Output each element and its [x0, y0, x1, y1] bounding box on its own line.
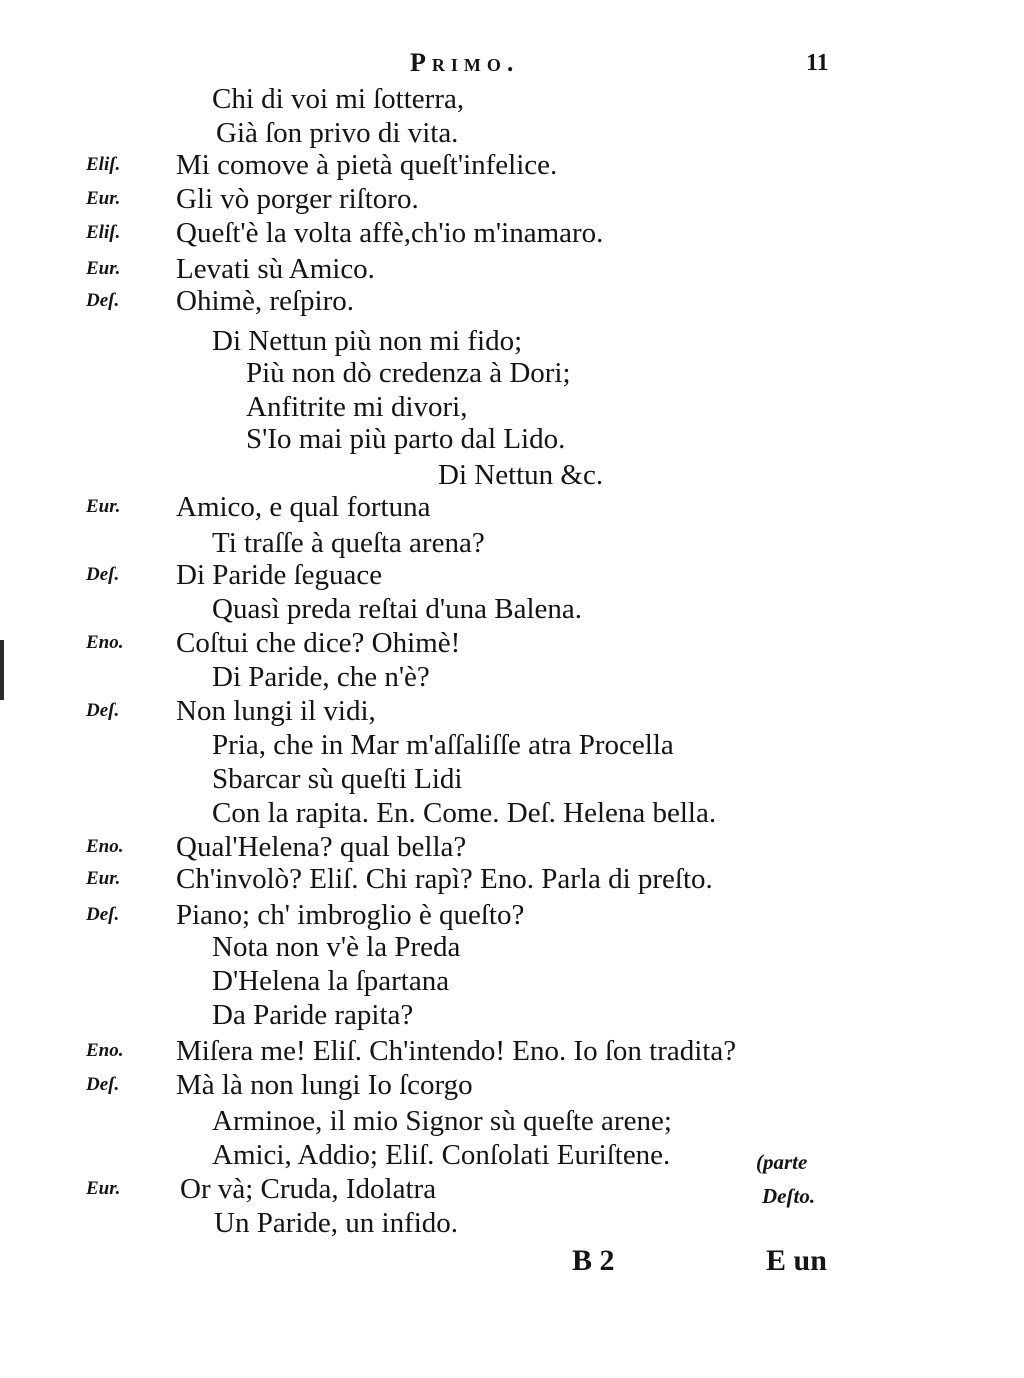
- verse-text: Miſera me! Eliſ. Ch'intendo! Eno. Io ſon tradita?: [176, 1035, 737, 1067]
- text-line: [0, 592, 1024, 626]
- stage-direction-parte: (parte: [756, 1150, 808, 1174]
- speaker-label: Eur.: [86, 496, 121, 517]
- verse-text: Piano; ch' imbroglio è queſto?: [176, 899, 525, 931]
- verse-text: Di Nettun &c.: [438, 459, 604, 491]
- verse-text: Gli vò porger riſtoro.: [176, 183, 419, 215]
- text-line: [0, 356, 1024, 390]
- verse-text: Chi di voi mi ſotterra,: [212, 83, 465, 115]
- text-line: [0, 458, 1024, 492]
- page-edge-mark: [0, 640, 4, 700]
- text-line: [0, 762, 1024, 796]
- verse-text: Ti traſſe à queſta arena?: [212, 527, 485, 559]
- text-line: [0, 830, 1024, 864]
- text-line: [0, 930, 1024, 964]
- speaker-label: Eur.: [86, 188, 121, 209]
- speaker-label: Eur.: [86, 258, 121, 279]
- text-line: [0, 324, 1024, 358]
- verse-text: Di Paride ſeguace: [176, 559, 383, 591]
- verse-text: Quasì preda reſtai d'una Balena.: [212, 593, 582, 625]
- verse-text: Di Paride, che n'è?: [212, 661, 430, 693]
- verse-text: Qual'Helena? qual bella?: [176, 831, 467, 863]
- text-line: [0, 526, 1024, 560]
- verse-text: Levati sù Amico.: [176, 253, 375, 285]
- verse-text: Con la rapita. En. Come. Deſ. Helena bella.: [212, 797, 717, 829]
- text-line: [0, 626, 1024, 660]
- text-line: [0, 964, 1024, 998]
- verse-text: Già ſon privo di vita.: [216, 117, 459, 149]
- verse-text: Nota non v'è la Preda: [212, 931, 461, 963]
- verse-text: Un Paride, un infido.: [214, 1207, 459, 1239]
- text-line: [0, 558, 1024, 592]
- speaker-label: Eno.: [86, 836, 124, 857]
- text-line: [0, 796, 1024, 830]
- text-line: [0, 1206, 1024, 1240]
- verse-text: Sbarcar sù queſti Lidi: [212, 763, 463, 795]
- verse-text: Ch'involò? Eliſ. Chi rapì? Eno. Parla di preſto.: [176, 863, 713, 895]
- verse-text: Mà là non lungi Io ſcorgo: [176, 1069, 473, 1101]
- speaker-label: Deſ.: [86, 904, 120, 925]
- verse-text: Mi comove à pietà queſt'infelice.: [176, 149, 558, 181]
- text-line: [0, 116, 1024, 150]
- text-line: [0, 862, 1024, 896]
- verse-text: Più non dò credenza à Dori;: [246, 357, 571, 389]
- page-number: 11: [806, 50, 829, 76]
- verse-text: Coſtui che dice? Ohimè!: [176, 627, 461, 659]
- catchword: E un: [766, 1244, 827, 1277]
- verse-text: Pria, che in Mar m'aſſaliſſe atra Procella: [212, 729, 674, 761]
- text-line: [0, 390, 1024, 424]
- verse-text: D'Helena la ſpartana: [212, 965, 450, 997]
- verse-text: Amico, e qual fortuna: [176, 491, 431, 523]
- speaker-label: Eliſ.: [86, 222, 121, 243]
- text-line: [0, 728, 1024, 762]
- text-line: [0, 1068, 1024, 1102]
- text-line: [0, 1034, 1024, 1068]
- verse-text: Di Nettun più non mi fido;: [212, 325, 523, 357]
- speaker-label: Deſ.: [86, 290, 120, 311]
- verse-text: Non lungi il vidi,: [176, 695, 376, 727]
- text-line: [0, 182, 1024, 216]
- speaker-label: Eno.: [86, 1040, 124, 1061]
- verse-text: Amici, Addio; Eliſ. Conſolati Euriſtene.: [212, 1139, 671, 1171]
- text-line: [0, 284, 1024, 318]
- speaker-label: Deſ.: [86, 700, 120, 721]
- verse-text: Or và; Cruda, Idolatra: [180, 1173, 437, 1205]
- verse-text: S'Io mai più parto dal Lido.: [246, 423, 566, 455]
- text-line: [0, 216, 1024, 250]
- text-line: [0, 252, 1024, 286]
- speaker-label: Eno.: [86, 632, 124, 653]
- stage-direction-desto: Deſto.: [762, 1184, 816, 1208]
- verse-text: Queſt'è la volta affè,ch'io m'inamaro.: [176, 217, 604, 249]
- verse-text: Da Paride rapita?: [212, 999, 414, 1031]
- speaker-label: Eliſ.: [86, 154, 121, 175]
- text-line: [0, 422, 1024, 456]
- text-line: [0, 1172, 1024, 1206]
- text-line: [0, 660, 1024, 694]
- verse-text: Ohimè, reſpiro.: [176, 285, 354, 317]
- text-line: [0, 148, 1024, 182]
- verse-text: Arminoe, il mio Signor sù queſte arene;: [212, 1105, 672, 1137]
- speaker-label: Deſ.: [86, 564, 120, 585]
- text-line: [0, 998, 1024, 1032]
- text-line: [0, 490, 1024, 524]
- verse-text: Anfitrite mi divori,: [246, 391, 468, 423]
- signature-mark: B 2: [572, 1244, 615, 1277]
- text-line: [0, 1138, 1024, 1172]
- speaker-label: Eur.: [86, 1178, 121, 1199]
- text-line: [0, 1104, 1024, 1138]
- speaker-label: Deſ.: [86, 1074, 120, 1095]
- text-line: [0, 82, 1024, 116]
- running-head: Primo.: [410, 48, 520, 77]
- speaker-label: Eur.: [86, 868, 121, 889]
- text-line: [0, 898, 1024, 932]
- text-line: [0, 694, 1024, 728]
